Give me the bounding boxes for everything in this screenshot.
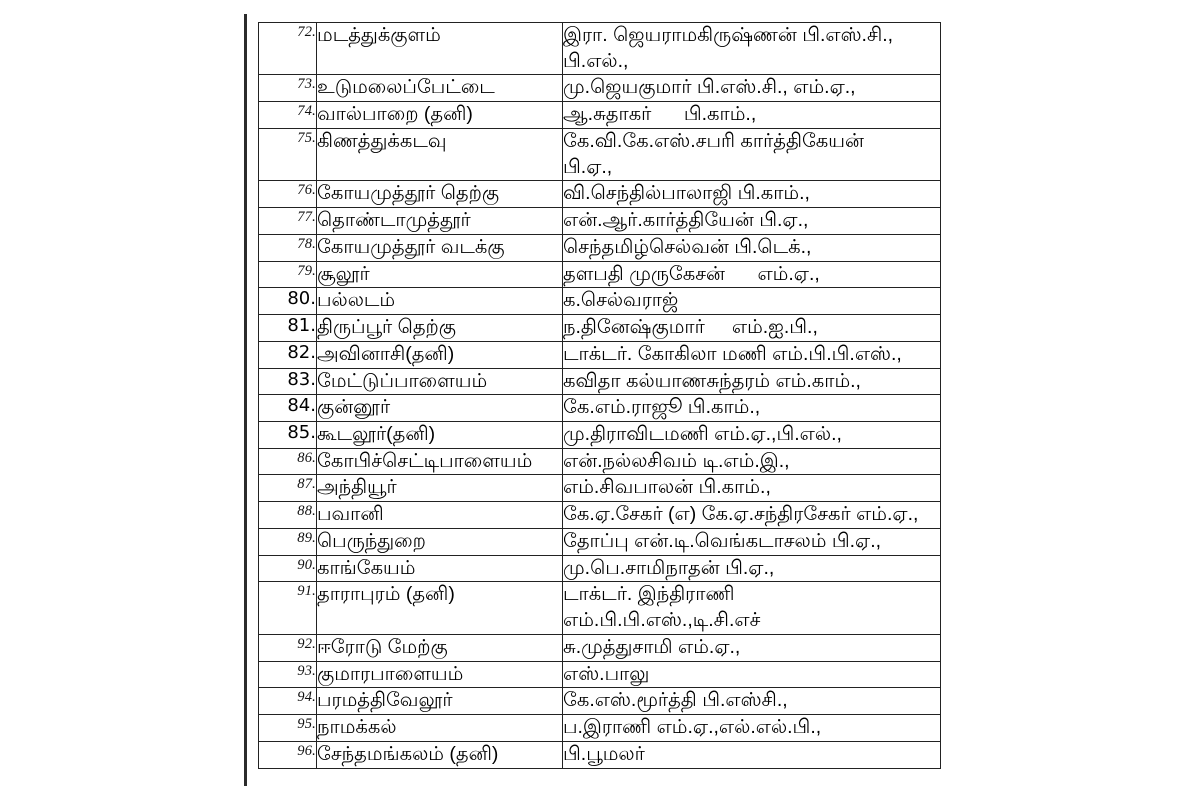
candidate-cell <box>563 368 941 395</box>
serial-number: 78. <box>297 235 316 252</box>
serial-number-cell <box>259 315 317 342</box>
candidate-cell <box>563 661 941 688</box>
candidate-name: எஸ்.பாலு <box>563 662 650 685</box>
table-body <box>259 23 941 769</box>
candidate-cell <box>563 502 941 529</box>
candidate-cell <box>563 23 941 75</box>
constituency-name: பெருந்துறை <box>317 529 426 552</box>
candidate-cell <box>563 475 941 502</box>
serial-number: 93. <box>297 662 316 679</box>
constituency-cell <box>317 23 563 75</box>
serial-number: 95. <box>297 716 316 733</box>
serial-number-cell <box>259 102 317 129</box>
candidate-name-line2: பி.ஏ., <box>563 155 613 178</box>
serial-number-cell <box>259 395 317 422</box>
table-row <box>259 368 941 395</box>
constituency-name: குன்னூர் <box>317 396 391 419</box>
serial-number-cell <box>259 688 317 715</box>
serial-number: 76. <box>297 182 316 199</box>
candidate-cell <box>563 208 941 235</box>
constituency-name: கிணத்துக்கடவு <box>317 129 447 152</box>
constituency-cell <box>317 475 563 502</box>
serial-number: 73. <box>297 76 316 93</box>
constituency-cell <box>317 715 563 742</box>
serial-number-cell <box>259 715 317 742</box>
page-margin-rule <box>244 14 247 786</box>
serial-number: 89. <box>297 529 316 546</box>
constituency-name: காங்கேயம் <box>317 556 416 579</box>
constituency-cell <box>317 181 563 208</box>
candidate-name-line2: பி.எல்., <box>563 49 629 72</box>
candidate-cell <box>563 715 941 742</box>
serial-number: 77. <box>297 209 316 226</box>
constituency-name: பவானி <box>317 503 384 526</box>
table-row <box>259 234 941 261</box>
serial-number: 79. <box>297 262 316 279</box>
candidate-name: பி.பூமலர் <box>563 742 645 765</box>
table-row <box>259 315 941 342</box>
candidate-cell <box>563 395 941 422</box>
candidate-name: என்.ஆர்.கார்த்தியேன் பி.ஏ., <box>563 209 809 232</box>
serial-number: 80. <box>287 288 316 310</box>
constituency-name: பரமத்திவேலூர் <box>317 689 453 712</box>
table-row <box>259 502 941 529</box>
serial-number: 83. <box>287 368 316 390</box>
candidate-name: கே.ஏ.சேகர் (எ) கே.ஏ.சந்திரசேகர் எம்.ஏ., <box>563 503 919 526</box>
candidate-name: கே.எம்.ராஜூ பி.காம்., <box>563 396 761 419</box>
candidate-name: கே.வி.கே.எஸ்.சபரி கார்த்திகேயன் <box>563 129 864 152</box>
constituency-name: ஈரோடு மேற்கு <box>317 635 448 658</box>
constituency-cell <box>317 502 563 529</box>
table-row <box>259 661 941 688</box>
constituency-cell <box>317 208 563 235</box>
serial-number: 75. <box>297 129 316 146</box>
table-row <box>259 288 941 315</box>
candidate-name: எம்.சிவபாலன் பி.காம்., <box>563 476 771 499</box>
constituency-name: உடுமலைப்பேட்டை <box>317 76 495 99</box>
candidate-cell <box>563 448 941 475</box>
candidate-name: ஆ.சுதாகர் பி.காம்., <box>563 103 757 126</box>
serial-number-cell <box>259 741 317 768</box>
serial-number-cell <box>259 661 317 688</box>
table-row <box>259 475 941 502</box>
candidate-cell <box>563 128 941 180</box>
table-row <box>259 208 941 235</box>
constituency-cell <box>317 422 563 449</box>
serial-number: 85. <box>287 422 316 444</box>
constituency-name: கோபிச்செட்டிபாளையம் <box>317 449 533 472</box>
table-row <box>259 395 941 422</box>
constituency-name: கோயமுத்தூர் வடக்கு <box>317 235 505 258</box>
table-row <box>259 582 941 634</box>
candidate-name: வி.செந்தில்பாலாஜி பி.காம்., <box>563 182 810 205</box>
constituency-name: அவினாசி(தனி) <box>317 342 455 365</box>
candidate-name: டாக்டர். கோகிலா மணி எம்.பி.பி.எஸ்., <box>563 342 902 365</box>
table-row <box>259 555 941 582</box>
serial-number-cell <box>259 181 317 208</box>
candidate-cell <box>563 102 941 129</box>
constituency-name: பல்லடம் <box>317 289 396 312</box>
candidate-name: டாக்டர். இந்திராணி <box>563 583 735 606</box>
constituency-cell <box>317 661 563 688</box>
table-row <box>259 741 941 768</box>
serial-number: 82. <box>287 341 316 363</box>
candidate-list-table <box>258 22 941 769</box>
candidate-name: மு.திராவிடமணி எம்.ஏ.,பி.எல்., <box>563 423 842 446</box>
constituency-cell <box>317 582 563 634</box>
serial-number-cell <box>259 208 317 235</box>
constituency-cell <box>317 528 563 555</box>
table-row <box>259 261 941 288</box>
serial-number: 86. <box>297 449 316 466</box>
constituency-cell <box>317 128 563 180</box>
candidate-cell <box>563 315 941 342</box>
candidate-cell <box>563 555 941 582</box>
candidate-cell <box>563 582 941 634</box>
candidate-cell <box>563 422 941 449</box>
constituency-name: தொண்டாமுத்தூர் <box>317 209 471 232</box>
serial-number: 92. <box>297 635 316 652</box>
candidate-name: சு.முத்துசாமி எம்.ஏ., <box>563 635 741 658</box>
constituency-name: கோயமுத்தூர் தெற்கு <box>317 182 500 205</box>
constituency-name: சூலூர் <box>317 262 370 285</box>
candidate-name: தோப்பு என்.டி.வெங்கடாசலம் பி.ஏ., <box>563 529 882 552</box>
constituency-name: மடத்துக்குளம் <box>317 24 441 46</box>
constituency-cell <box>317 315 563 342</box>
table-row <box>259 715 941 742</box>
serial-number: 84. <box>287 395 316 417</box>
candidate-name: செந்தமிழ்செல்வன் பி.டெக்., <box>563 235 812 258</box>
constituency-name: சேந்தமங்கலம் (தனி) <box>317 742 499 765</box>
candidate-cell <box>563 75 941 102</box>
candidate-name: ந.தினேஷ்குமார் எம்.ஐ.பி., <box>563 316 818 339</box>
constituency-cell <box>317 555 563 582</box>
serial-number: 91. <box>297 583 316 600</box>
candidate-cell <box>563 688 941 715</box>
table-row <box>259 23 941 75</box>
serial-number-cell <box>259 341 317 368</box>
table-row <box>259 422 941 449</box>
table-row <box>259 181 941 208</box>
constituency-name: கூடலூர்(தனி) <box>317 423 436 446</box>
serial-number-cell <box>259 502 317 529</box>
constituency-name: மேட்டுப்பாளையம் <box>317 369 488 392</box>
table-row <box>259 75 941 102</box>
serial-number: 94. <box>297 689 316 706</box>
constituency-cell <box>317 448 563 475</box>
serial-number-cell <box>259 634 317 661</box>
serial-number-cell <box>259 448 317 475</box>
constituency-name: குமாரபாளையம் <box>317 662 464 685</box>
candidate-cell <box>563 234 941 261</box>
candidate-name: கவிதா கல்யாணசுந்தரம் எம்.காம்., <box>563 369 861 392</box>
candidate-cell <box>563 741 941 768</box>
serial-number: 72. <box>297 24 316 40</box>
serial-number-cell <box>259 128 317 180</box>
serial-number-cell <box>259 234 317 261</box>
serial-number: 88. <box>297 503 316 520</box>
constituency-name: நாமக்கல் <box>317 716 397 739</box>
candidate-name: ப.இராணி எம்.ஏ.,எல்.எல்.பி., <box>563 716 822 739</box>
constituency-cell <box>317 741 563 768</box>
serial-number-cell <box>259 582 317 634</box>
serial-number-cell <box>259 75 317 102</box>
constituency-cell <box>317 288 563 315</box>
serial-number: 74. <box>297 103 316 120</box>
candidate-cell <box>563 288 941 315</box>
table-row <box>259 634 941 661</box>
serial-number: 96. <box>297 742 316 759</box>
serial-number: 90. <box>297 556 316 573</box>
candidate-name: க.செல்வராஜ் <box>563 289 679 312</box>
serial-number-cell <box>259 475 317 502</box>
serial-number-cell <box>259 261 317 288</box>
constituency-cell <box>317 75 563 102</box>
constituency-name: திருப்பூர் தெற்கு <box>317 316 457 339</box>
serial-number-cell <box>259 368 317 395</box>
table-row <box>259 341 941 368</box>
candidate-cell <box>563 261 941 288</box>
constituency-cell <box>317 368 563 395</box>
constituency-cell <box>317 234 563 261</box>
constituency-cell <box>317 688 563 715</box>
candidate-cell <box>563 341 941 368</box>
constituency-name: வால்பாறை (தனி) <box>317 103 473 126</box>
constituency-cell <box>317 102 563 129</box>
constituency-cell <box>317 395 563 422</box>
constituency-name: அந்தியூர் <box>317 476 397 499</box>
serial-number-cell <box>259 528 317 555</box>
constituency-cell <box>317 634 563 661</box>
serial-number: 81. <box>287 315 316 337</box>
candidate-cell <box>563 634 941 661</box>
candidate-cell <box>563 181 941 208</box>
candidate-name: தளபதி முருகேசன் எம்.ஏ., <box>563 262 820 285</box>
table-row <box>259 128 941 180</box>
candidate-name: மு.பெ.சாமிநாதன் பி.ஏ., <box>563 556 775 579</box>
serial-number: 87. <box>297 476 316 493</box>
candidate-name-line2: எம்.பி.பி.எஸ்.,டி.சி.எச் <box>563 609 761 632</box>
candidate-cell <box>563 528 941 555</box>
candidate-name: என்.நல்லசிவம் டி.எம்.இ., <box>563 449 790 472</box>
serial-number-cell <box>259 23 317 75</box>
table-row <box>259 102 941 129</box>
serial-number-cell <box>259 422 317 449</box>
table-row <box>259 448 941 475</box>
constituency-cell <box>317 261 563 288</box>
candidate-name: மு.ஜெயகுமார் பி.எஸ்.சி., எம்.ஏ., <box>563 76 856 99</box>
serial-number-cell <box>259 288 317 315</box>
table-row <box>259 688 941 715</box>
table-row <box>259 528 941 555</box>
candidate-name: கே.எஸ்.மூர்த்தி பி.எஸ்சி., <box>563 689 788 712</box>
constituency-cell <box>317 341 563 368</box>
serial-number-cell <box>259 555 317 582</box>
candidate-name: இரா. ஜெயராமகிருஷ்ணன் பி.எஸ்.சி., <box>563 24 894 46</box>
constituency-name: தாராபுரம் (தனி) <box>317 583 455 606</box>
